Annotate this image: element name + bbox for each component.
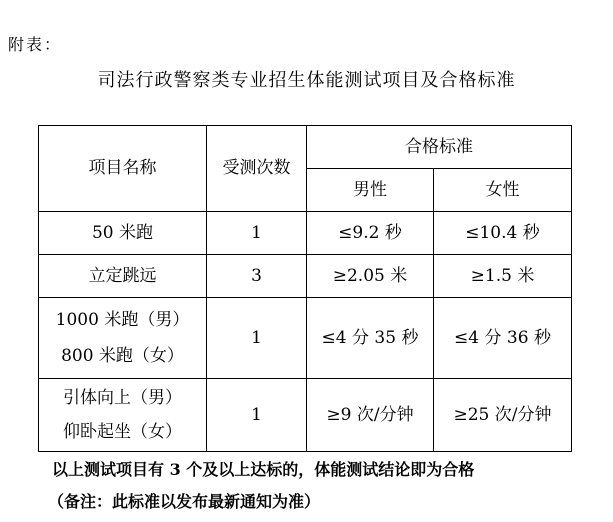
header-test-count: 受测次数	[207, 126, 307, 212]
item-name-female: 800 米跑（女）	[61, 346, 184, 366]
remark-note: （备注：此标准以发布最新通知为准）	[48, 492, 321, 511]
header-male: 男性	[307, 169, 434, 212]
male-standard-cell: ≤9.2 秒	[307, 212, 434, 255]
item-name-male: 1000 米跑（男）	[55, 310, 190, 330]
table-row	[39, 212, 572, 255]
item-name-cell	[39, 379, 207, 452]
document-title: 司法行政警察类专业招生体能测试项目及合格标准	[97, 70, 516, 91]
item-name-female: 仰卧起坐（女）	[63, 422, 182, 442]
header-female: 女性	[434, 169, 572, 212]
test-count-cell: 1	[207, 212, 307, 255]
test-count-cell: 3	[207, 255, 307, 298]
test-count-cell: 1	[207, 298, 307, 379]
female-standard-cell: ≥25 次/分钟	[434, 379, 572, 452]
attachment-label: 附表：	[8, 35, 63, 54]
table-header-row	[39, 126, 572, 169]
male-standard-cell: ≥9 次/分钟	[307, 379, 434, 452]
table-row	[39, 379, 572, 452]
female-standard-cell: ≥1.5 米	[434, 255, 572, 298]
item-name-cell: 立定跳远	[39, 255, 207, 298]
table-row	[39, 298, 572, 379]
test-count-cell: 1	[207, 379, 307, 452]
male-standard-cell: ≥2.05 米	[307, 255, 434, 298]
item-name-cell: 50 米跑	[39, 212, 207, 255]
header-item-name: 项目名称	[39, 126, 207, 212]
male-standard-cell: ≤4 分 35 秒	[307, 298, 434, 379]
qualification-note: 以上测试项目有 3 个及以上达标的，体能测试结论即为合格	[52, 460, 475, 479]
female-standard-cell: ≤4 分 36 秒	[434, 298, 572, 379]
item-name-cell	[39, 298, 207, 379]
female-standard-cell: ≤10.4 秒	[434, 212, 572, 255]
item-name-male: 引体向上（男）	[63, 388, 182, 408]
header-standard: 合格标准	[307, 126, 572, 169]
standards-table	[38, 125, 572, 452]
table-row	[39, 255, 572, 298]
